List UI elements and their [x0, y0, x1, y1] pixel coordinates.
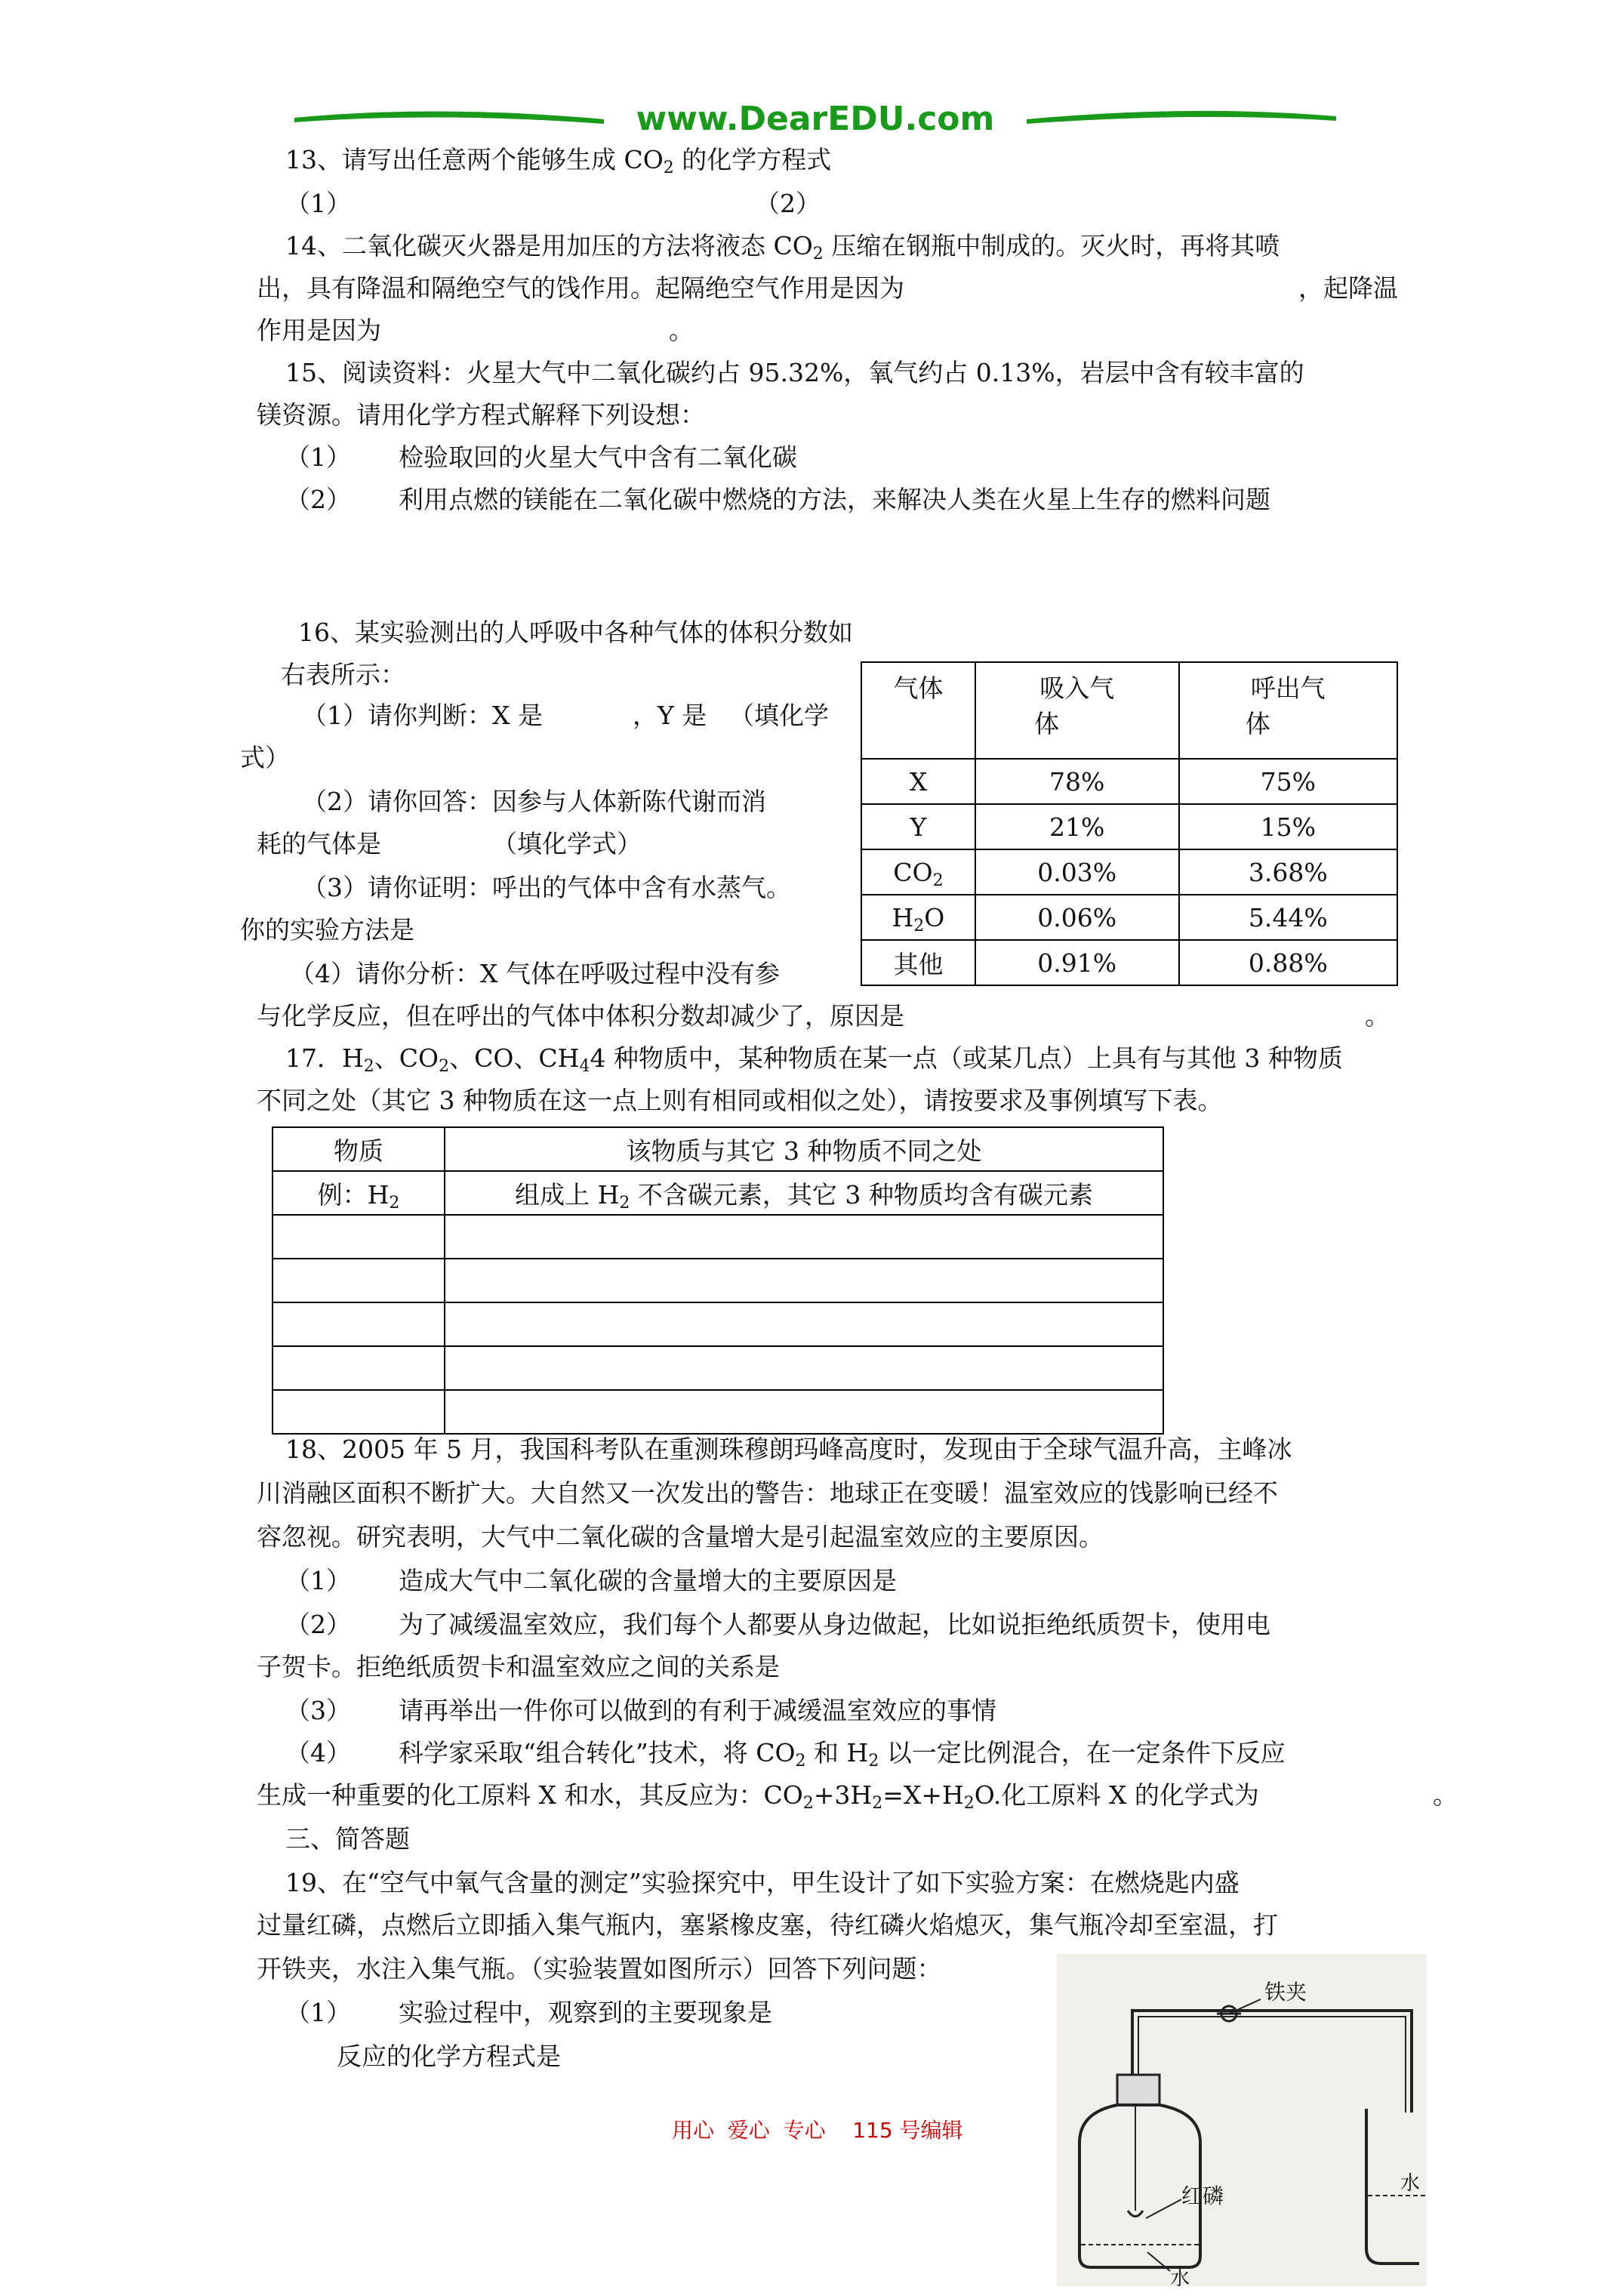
table-row: [273, 1390, 1163, 1434]
table-row: [861, 895, 1397, 940]
q13-blank-2: （2）: [755, 189, 821, 218]
table-header-inhaled: 吸入气 体: [975, 662, 1179, 759]
breath-gas-table: [861, 661, 1398, 986]
q18-sub-1-num: （1）: [285, 1566, 351, 1595]
q19-sub-1-cont: 反应的化学方程式是: [337, 2042, 561, 2071]
q14-line-3-end: 。: [669, 316, 694, 345]
q18-sub-4: 科学家采取“组合转化”技术，将 $CO_2$ 和 $H_2$ 以一定比例混合，在一定条件下反应: [399, 1738, 1286, 1771]
q17-line-1: 17．$H_2$、$CO_2$、CO、$CH_44$ 种物质中，某种物质在某一点（或某几点）上具有与其他 3 种物质: [285, 1043, 1343, 1076]
site-url: www.DearEDU.com: [636, 100, 995, 138]
q16-p4: （4）请你分析：X 气体在呼吸过程中没有参: [290, 959, 780, 988]
difference-cell[interactable]: [445, 1259, 1163, 1302]
header-swoosh-icon: [287, 97, 1344, 142]
q14-line-2: 出，具有降温和隔绝空气的饯作用。起隔绝空气作用是因为: [257, 273, 904, 303]
table-header-difference: 该物质与其它 3 种物质不同之处: [445, 1127, 1163, 1171]
table-row: [273, 1302, 1163, 1346]
table-row: [861, 759, 1397, 804]
gas-name: Y: [861, 804, 975, 849]
table-row: [273, 1346, 1163, 1390]
q18-sub-4-cont: 生成一种重要的化工原料 X 和水，其反应为：$CO_2+3H_2=X+H_2O$.化工原料 X 的化学式为: [257, 1780, 1259, 1813]
table-row: [861, 940, 1397, 985]
q18-line-3: 容忽视。研究表明，大气中二氧化碳的含量增大是引起温室效应的主要原因。: [257, 1522, 1104, 1552]
q16-p2: （2）请你回答：因参与人体新陈代谢而消: [302, 787, 766, 816]
q16-p2-cont: 耗的气体是: [257, 829, 381, 858]
gas-name: $CO_2$: [861, 849, 975, 895]
q16-p2-end: （填化学式）: [492, 829, 642, 858]
inhaled-value: 78%: [975, 759, 1179, 804]
gas-name: 其他: [861, 940, 975, 985]
q16-p1: （1）请你判断：X 是: [302, 701, 543, 730]
clamp-label: 铁夹: [1264, 1980, 1307, 2005]
q18-sub-4-num: （4）: [285, 1738, 351, 1767]
example-difference: 组成上 $H_2$ 不含碳元素，其它 3 种物质均含有碳元素: [445, 1171, 1163, 1215]
bottle-water-label: 水: [1170, 2267, 1190, 2286]
exhaled-value: 5.44%: [1179, 895, 1397, 940]
q16-p1-end: （填化学: [729, 701, 829, 730]
exhaled-value: 75%: [1179, 759, 1397, 804]
q18-sub-2-num: （2）: [285, 1610, 351, 1639]
q17-line-2: 不同之处（其它 3 种物质在这一点上则有相同或相似之处），请按要求及事例填写下表。: [257, 1086, 1223, 1115]
q15-sub-2-num: （2）: [285, 485, 351, 514]
table-header-gas: 气体: [861, 662, 975, 759]
inhaled-value: 0.06%: [975, 895, 1179, 940]
page-footer: 用心 爱心 专心 115 号编辑: [672, 2118, 963, 2143]
substance-cell[interactable]: [273, 1215, 445, 1259]
q15-sub-1: 检验取回的火星大气中含有二氧化碳: [399, 442, 797, 472]
table-row: [861, 804, 1397, 849]
q15-line-2: 镁资源。请用化学方程式解释下列设想：: [257, 400, 705, 430]
difference-cell[interactable]: [445, 1302, 1163, 1346]
table-header-substance: 物质: [273, 1127, 445, 1171]
q13-blank-1: （1）: [285, 189, 351, 218]
q18-sub-4-end: 。: [1433, 1780, 1458, 1810]
gas-name: $H_2O$: [861, 895, 975, 940]
q16-p4-end: 。: [1365, 1001, 1390, 1031]
q14-line-1: 14、二氧化碳灭火器是用加压的方法将液态 $CO_2$ 压缩在钢瓶中制成的。灭火时，再将其喷: [285, 231, 1280, 264]
table-row: [273, 1259, 1163, 1302]
q18-sub-3: 请再举出一件你可以做到的有利于减缓温室效应的事情: [399, 1696, 996, 1725]
difference-cell[interactable]: [445, 1346, 1163, 1390]
q18-sub-1: 造成大气中二氧化碳的含量增大的主要原因是: [399, 1566, 897, 1595]
q16-p3-cont: 你的实验方法是: [240, 915, 414, 945]
q15-sub-1-num: （1）: [285, 442, 351, 472]
q18-sub-2-cont: 子贺卡。拒绝纸质贺卡和温室效应之间的关系是: [257, 1652, 780, 1681]
substance-cell[interactable]: [273, 1390, 445, 1434]
q16-p3: （3）请你证明：呼出的气体中含有水蒸气。: [302, 873, 791, 902]
q18-sub-2: 为了减缓温室效应，我们每个人都要从身边做起，比如说拒绝纸质贺卡，使用电: [399, 1610, 1270, 1639]
q18-line-1: 18、2005 年 5 月，我国科考队在重测珠穆朗玛峰高度时，发现由于全球气温升高，主峰冰: [285, 1435, 1292, 1464]
site-header-banner: [287, 97, 1344, 142]
q14-line-2-end: ，起降温: [1298, 273, 1398, 303]
inhaled-value: 0.91%: [975, 940, 1179, 985]
q16-line-1: 16、某实验测出的人呼吸中各种气体的体积分数如: [298, 618, 853, 647]
q16-p1-y: ，Y 是: [633, 701, 707, 730]
q16-p1-cont: 式）: [240, 743, 290, 772]
gas-name: X: [861, 759, 975, 804]
substance-cell[interactable]: [273, 1346, 445, 1390]
difference-cell[interactable]: [445, 1390, 1163, 1434]
substance-cell[interactable]: [273, 1259, 445, 1302]
apparatus-figure: [1057, 1954, 1427, 2286]
q19-line-2: 过量红磷，点燃后立即插入集气瓶内，塞紧橡皮塞，待红磷火焰熄灭，集气瓶冷却至室温，打: [257, 1910, 1278, 1940]
q14-line-3: 作用是因为: [257, 316, 381, 345]
q19-sub-1: 实验过程中，观察到的主要现象是: [399, 1998, 772, 2027]
substance-comparison-table: [272, 1126, 1164, 1435]
table-row: [273, 1215, 1163, 1259]
exhaled-value: 3.68%: [1179, 849, 1397, 895]
substance-cell[interactable]: [273, 1302, 445, 1346]
table-row: [861, 849, 1397, 895]
table-header-exhaled: 呼出气 体: [1179, 662, 1397, 759]
q16-p4-cont: 与化学反应，但在呼出的气体中体积分数却减少了，原因是: [257, 1001, 904, 1031]
example-substance: 例：$H_2$: [273, 1171, 445, 1215]
q19-sub-1-num: （1）: [285, 1998, 351, 2027]
difference-cell[interactable]: [445, 1215, 1163, 1259]
q18-line-2: 川消融区面积不断扩大。大自然又一次发出的警告：地球正在变暖！温室效应的饯影响已经不: [257, 1478, 1278, 1508]
beaker-water-label: 水: [1400, 2172, 1421, 2195]
q15-sub-2: 利用点燃的镁能在二氧化碳中燃烧的方法，来解决人类在火星上生存的燃料问题: [399, 485, 1270, 514]
q15-line-1: 15、阅读资料：火星大气中二氧化碳约占 95.32%，氧气约占 0.13%，岩层中含有较丰富的: [285, 358, 1304, 387]
inhaled-value: 0.03%: [975, 849, 1179, 895]
exhaled-value: 0.88%: [1179, 940, 1397, 985]
table-row-example: [273, 1171, 1163, 1215]
phosphorus-label: 红磷: [1181, 2184, 1224, 2208]
q19-line-3: 开铁夹，水注入集气瓶。（实验装置如图所示）回答下列问题：: [257, 1954, 942, 1983]
section-3-title: 三、简答题: [285, 1824, 410, 1854]
exhaled-value: 15%: [1179, 804, 1397, 849]
inhaled-value: 21%: [975, 804, 1179, 849]
q19-line-1: 19、在“空气中氧气含量的测定”实验探究中，甲生设计了如下实验方案：在燃烧匙内盛: [285, 1868, 1240, 1897]
q18-sub-3-num: （3）: [285, 1696, 351, 1725]
q13-title: 13、请写出任意两个能够生成 $CO_2$ 的化学方程式: [285, 145, 832, 177]
q16-line-2: 右表所示：: [281, 660, 405, 689]
